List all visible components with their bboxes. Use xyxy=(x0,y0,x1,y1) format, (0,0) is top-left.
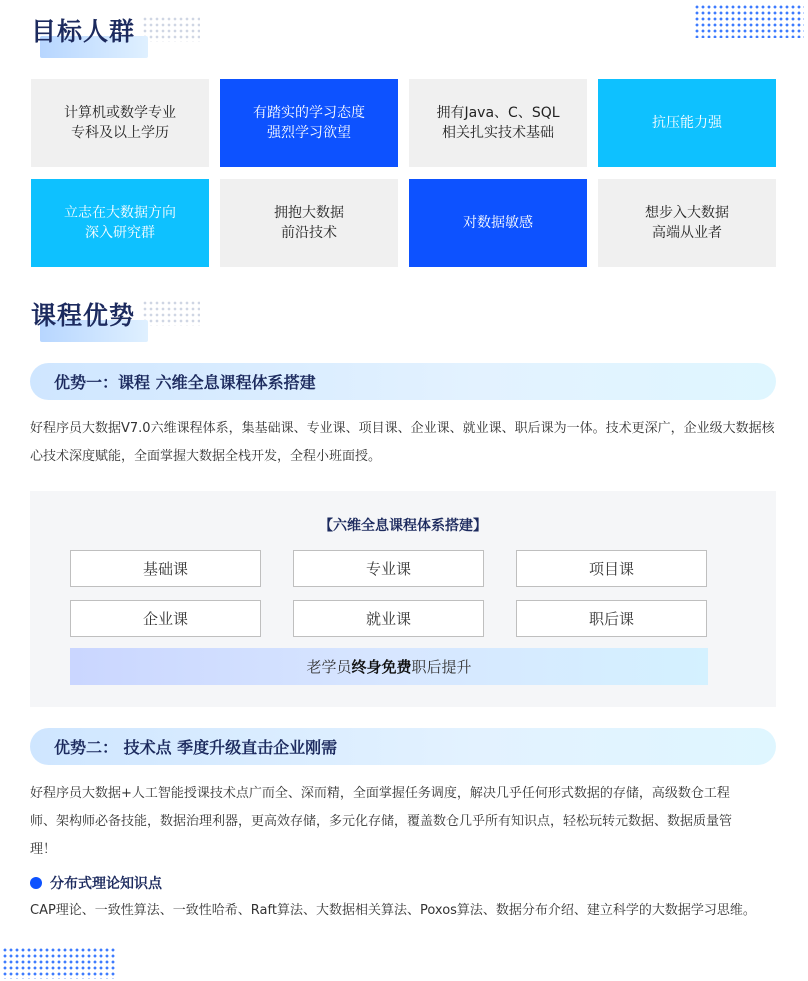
panel-title: 【六维全息课程体系搭建】 xyxy=(319,518,487,534)
course-box: 项目课 xyxy=(516,550,707,587)
target-card: 计算机或数学专业 专科及以上学历 xyxy=(31,79,209,167)
section-title-advantages: 课程优势 xyxy=(31,301,136,330)
banner-text-post: 职后提升 xyxy=(411,658,472,676)
advantage-two-paragraph: 好程序员大数据+人工智能授课技术点广而全、深而精，全面掌握任务调度，解决几乎任何形式数据的存储，高级数仓工程师、架构师必备技能，数据治理利器，更高效存储，多元化存储，覆盖数仓几乎所有知识点，轻松玩转元数据、数据质量管理！ xyxy=(30,786,733,857)
bullet-dot-icon xyxy=(30,877,42,889)
advantage-one-heading: 优势一：课程 六维全息课程体系搭建 xyxy=(30,363,776,400)
bullet-paragraph: CAP理论、一致性算法、一致性哈希、Raft算法、大数据相关算法、Poxos算法、数据分布介绍、建立科学的大数据学习思维。 xyxy=(30,903,756,918)
corner-dots-top-right xyxy=(694,4,804,38)
advantage-two-heading: 优势二： 技术点 季度升级直击企业刚需 xyxy=(30,728,776,765)
target-card: 抗压能力强 xyxy=(598,79,776,167)
alumni-free-banner xyxy=(70,648,708,685)
bullet-title: 分布式理论知识点 xyxy=(50,876,162,892)
target-card: 拥有Java、C、SQL 相关扎实技术基础 xyxy=(409,79,587,167)
target-card: 立志在大数据方向 深入研究群 xyxy=(31,179,209,267)
course-box: 企业课 xyxy=(70,600,261,637)
target-card: 拥抱大数据 前沿技术 xyxy=(220,179,398,267)
target-card: 想步入大数据 高端从业者 xyxy=(598,179,776,267)
target-card: 有踏实的学习态度 强烈学习欲望 xyxy=(220,79,398,167)
bullet-heading xyxy=(30,873,162,893)
title-dots-decoration xyxy=(142,16,200,42)
course-box: 职后课 xyxy=(516,600,707,637)
target-card: 对数据敏感 xyxy=(409,179,587,267)
course-system-panel xyxy=(30,491,776,707)
section-title-target-group: 目标人群 xyxy=(31,17,136,46)
course-box: 就业课 xyxy=(293,600,484,637)
title-dots-decoration xyxy=(142,300,200,326)
banner-text-bold: 终身免费 xyxy=(351,658,412,676)
banner-text-pre: 老学员 xyxy=(306,658,352,676)
corner-dots-bottom-left xyxy=(2,947,116,979)
advantage-one-paragraph: 好程序员大数据V7.0六维课程体系，集基础课、专业课、项目课、企业课、就业课、职后课为一体。技术更深广，企业级大数据核心技术深度赋能，全面掌握大数据全栈开发，全程小班面授。 xyxy=(30,421,775,464)
course-box: 基础课 xyxy=(70,550,261,587)
course-box: 专业课 xyxy=(293,550,484,587)
